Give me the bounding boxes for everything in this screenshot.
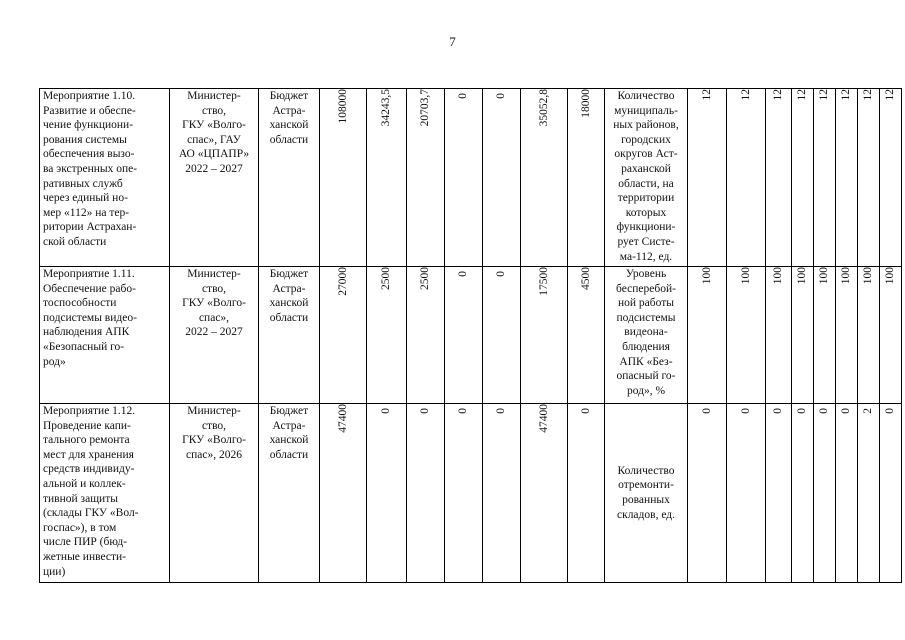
amount-value: 108000 [336,89,349,124]
amount-value: 0 [457,93,470,99]
event-line: средств индивиду- [43,463,135,476]
target-cell [688,404,727,583]
indicator-line: опасный го- [616,370,676,383]
funding-line: области [269,448,309,461]
indicator-line: которых [625,206,667,219]
target-value: 12 [884,89,897,101]
event-line: Мероприятие 1.10. [43,90,136,102]
target-cell [836,404,858,583]
amount-cell [521,404,568,583]
target-cell [727,404,766,583]
indicator-line: территории [617,192,675,205]
amount-value: 0 [457,408,470,414]
event-line: подсистемы видео- [43,311,137,324]
target-cell [858,89,880,267]
funding-line: Астра- [272,419,306,432]
indicator-line: ных районов, [613,119,679,132]
event-line: госпас»), в том [43,521,117,534]
amount-value: 0 [495,271,508,277]
amount-value: 35052,8 [537,89,550,127]
amount-cell [483,267,521,404]
target-value: 100 [700,267,713,285]
amount-cell [568,404,605,583]
indicator-cell [605,404,688,583]
event-line: Развитие и обеспе- [43,104,136,117]
target-cell [792,404,814,583]
target-value: 0 [818,408,831,414]
indicator-line: АПК «Без- [619,355,673,368]
funding-line: ханской [269,434,309,447]
executor-cell [170,89,259,267]
amount-value: 0 [495,93,508,99]
amount-value: 18000 [579,89,592,118]
target-value: 0 [840,408,853,414]
target-value: 0 [884,408,897,414]
amount-cell [407,404,445,583]
indicator-line: род», % [626,384,666,397]
target-cell [766,404,792,583]
amount-cell [483,404,521,583]
executor-line: АО «ЦПАПР» [178,148,250,161]
funding-source-cell [259,404,320,583]
target-value: 12 [739,89,752,101]
funding-line: Астра- [272,104,306,117]
event-cell [40,267,170,404]
amount-value: 0 [579,408,592,414]
target-cell [836,267,858,404]
amount-cell [568,267,605,404]
target-value: 12 [862,89,875,101]
executor-line: Министер- [187,268,241,280]
amount-value: 20703,7 [419,89,432,127]
target-value: 100 [739,267,752,285]
indicator-line: Количество [617,90,675,102]
event-line: род» [43,355,66,368]
amount-cell [320,267,367,404]
target-cell [814,89,836,267]
indicator-line: рует Систе- [617,235,675,248]
target-cell [688,267,727,404]
event-line: тивной защиты [43,492,118,505]
funding-line: Бюджет [269,405,309,417]
amount-cell [320,404,367,583]
target-cell [792,89,814,267]
amount-cell [407,267,445,404]
table-row [40,404,902,583]
event-line: ритории Астрахан- [43,221,137,234]
funding-line: Астра- [272,282,306,295]
target-value: 12 [818,89,831,101]
target-value: 0 [739,408,752,414]
target-value: 100 [772,267,785,285]
indicator-line: видеона- [624,326,668,339]
amount-cell [367,267,407,404]
event-line: (склады ГКУ «Вол- [43,507,139,520]
event-line: рования системы [43,133,127,146]
target-cell [814,267,836,404]
executor-cell [170,267,259,404]
target-value: 12 [840,89,853,101]
funding-line: Бюджет [269,268,309,280]
indicator-line: Уровень [625,268,667,280]
indicator-line: функциони- [616,221,676,234]
event-line: «Безопасный го- [43,340,125,353]
event-line: Мероприятие 1.12. [43,405,136,417]
executor-line: ство, [201,419,227,432]
target-cell [766,267,792,404]
event-line: тального ремонта [43,434,130,447]
amount-value: 47400 [537,404,550,433]
indicator-line: округов Аст- [614,148,678,161]
target-cell [688,89,727,267]
indicator-line: ма-112, ед. [619,250,673,263]
event-line: жетные инвести- [43,550,126,563]
event-line: ва экстренных опе- [43,162,138,175]
indicator-line: рованных [622,494,670,506]
amount-cell [521,89,568,267]
target-cell [880,404,902,583]
executor-line: ство, [201,282,227,295]
indicator-line: Количество [617,464,675,477]
target-cell [836,89,858,267]
page-number: 7 [449,34,456,49]
event-line: числе ПИР (бюд- [43,536,128,549]
event-line: мер «112» на тер- [43,206,130,219]
target-value: 0 [772,408,785,414]
indicator-line: области, на [618,177,674,190]
amount-cell [568,89,605,267]
target-value: 12 [796,89,809,101]
executor-line: Министер- [187,90,241,102]
event-line: тоспособности [43,297,117,310]
target-cell [814,404,836,583]
funding-line: области [269,133,309,146]
indicator-line: отремонти- [618,479,674,492]
event-line: альной и коллек- [43,477,126,490]
amount-cell [445,404,483,583]
amount-value: 0 [495,408,508,414]
event-line: Проведение капи- [43,419,131,432]
executor-line: спас», [198,311,230,324]
target-cell [880,89,902,267]
event-line: Мероприятие 1.11. [43,268,135,280]
amount-value: 4500 [579,267,592,290]
indicator-line: складов, ед. [617,508,675,521]
indicator-line: муниципаль- [614,104,678,117]
executor-line: 2022 – 2027 [185,162,243,175]
event-cell [40,404,170,583]
amount-value: 2500 [419,267,432,290]
target-value: 100 [840,267,853,285]
executor-line: Министер- [187,405,241,417]
funding-line: ханской [269,297,309,310]
amount-value: 34243,5 [380,89,393,127]
target-cell [727,89,766,267]
indicator-line: подсистемы [616,311,676,324]
event-line: Обеспечение рабо- [43,282,136,295]
event-line: через единый но- [43,192,128,205]
target-cell [858,404,880,583]
indicator-cell [605,89,688,267]
target-cell [766,89,792,267]
target-value: 12 [772,89,785,101]
amount-cell [521,267,568,404]
table-row [40,89,902,267]
executor-cell [170,404,259,583]
amount-value: 47400 [336,404,349,433]
target-value: 12 [700,89,713,101]
target-value: 0 [700,408,713,414]
amount-cell [445,267,483,404]
amount-value: 27000 [336,267,349,296]
amount-cell [320,89,367,267]
executor-line: ство, [201,104,227,117]
amount-cell [483,89,521,267]
indicator-cell [605,267,688,404]
event-line: ции) [43,565,66,578]
amount-cell [445,89,483,267]
indicator-line: блюдения [622,340,670,353]
amount-value: 17500 [537,267,550,296]
event-line: чение функциони- [43,119,134,132]
target-value: 100 [818,267,831,285]
event-line: ративных служб [43,177,123,190]
funding-source-cell [259,267,320,404]
executor-line: ГКУ «Волго- [182,297,246,310]
target-cell [880,267,902,404]
amount-value: 0 [457,271,470,277]
funding-source-cell [259,89,320,267]
event-cell [40,89,170,267]
funding-line: ханской [269,119,309,132]
target-value: 0 [796,408,809,414]
event-line: мест для хранения [43,448,134,461]
indicator-line: городских [621,133,671,146]
amount-cell [407,89,445,267]
target-cell [858,267,880,404]
table-row [40,267,902,404]
executor-line: спас», ГАУ [187,133,241,146]
target-value: 100 [884,267,897,285]
target-cell [727,267,766,404]
target-value: 2 [862,408,875,414]
funding-line: Бюджет [269,90,309,102]
target-value: 100 [796,267,809,285]
indicator-line: раханской [621,162,671,175]
indicator-line: бесперебой- [616,282,676,295]
amount-cell [367,404,407,583]
event-line: обеспечения вызо- [43,148,135,161]
executor-line: ГКУ «Волго- [182,119,246,132]
funding-line: области [269,311,309,324]
measures-table [39,88,902,583]
event-line: наблюдения АПК [43,326,130,339]
event-line: ской области [43,235,107,248]
target-value: 100 [862,267,875,285]
executor-line: спас», 2026 [186,448,242,461]
indicator-line: ной работы [618,297,674,310]
executor-line: ГКУ «Волго- [182,434,246,447]
amount-cell [367,89,407,267]
amount-value: 2500 [380,267,393,290]
amount-value: 0 [380,408,393,414]
target-cell [792,267,814,404]
executor-line: 2022 – 2027 [185,326,243,339]
amount-value: 0 [419,408,432,414]
